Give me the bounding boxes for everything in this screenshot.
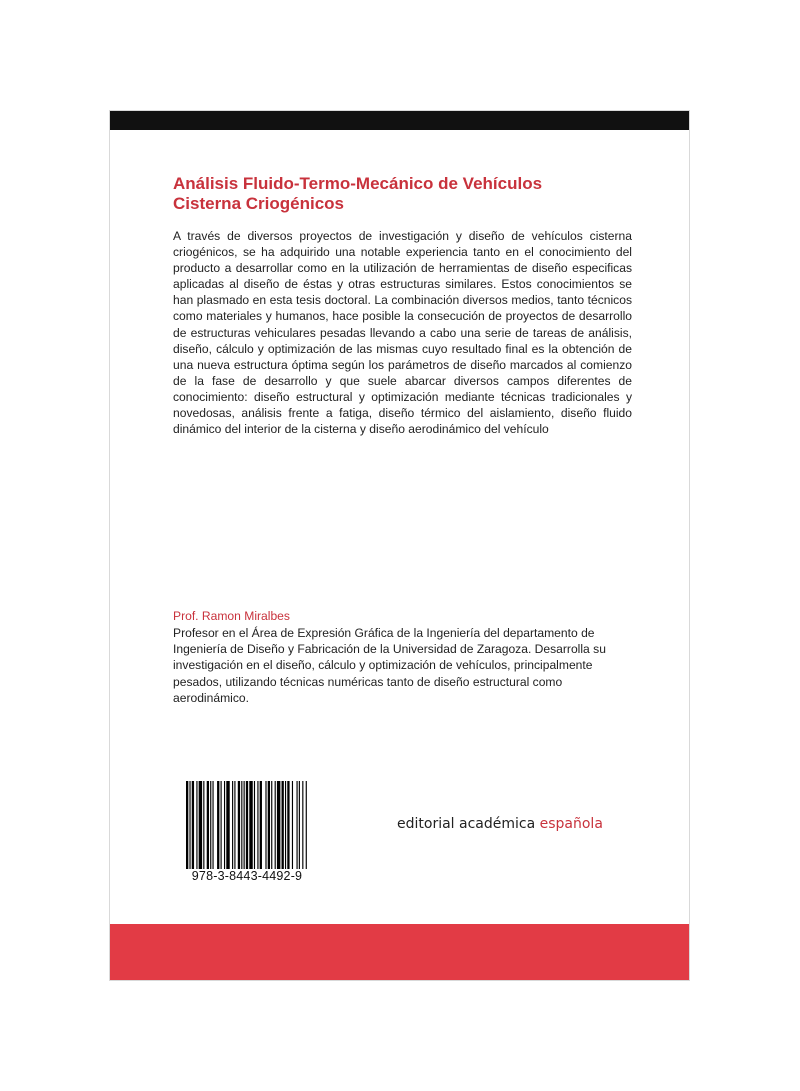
book-title-line-1: Análisis Fluido-Termo-Mecánico de Vehículos (173, 174, 543, 193)
barcode-icon (184, 781, 310, 869)
author-name: Prof. Ramon Miralbes (173, 609, 290, 623)
bottom-red-band (110, 924, 689, 981)
isbn-barcode (184, 781, 310, 884)
book-description: A través de diversos proyectos de investigación y diseño de vehículos cisterna criogénicos, se ha adquirido una notable experiencia tanto en el conocimiento del producto a desarrollar como en la utilización de herramientas de diseño especificas aplicadas al diseño de éstas y otras estructuras similares. Estos conocimientos se han plasmado en esta tesis doctoral. La combinación diversos medios, tanto técnicos como materiales y humanos, hace posible la consecución de proyectos de desarrollo de estructuras vehiculares pesadas llevando a cabo una serie de tareas de análisis, diseño, cálculo y optimización de las mismas cuyo resultado final es la obtención de una nueva estructura óptima según los parámetros de diseño marcados al comienzo de la fase de desarrollo y que suele abarcar diversos campos diferentes de conocimiento: diseño estructural y optimización mediante técnicas tradicionales y novedosas, análisis frente a fatiga, diseño térmico del aislamiento, diseño fluido dinámico del interior de la cisterna y diseño aerodinámico del vehículo (173, 229, 632, 437)
author-bio: Profesor en el Área de Expresión Gráfica de la Ingeniería del departamento de Ingeniería de Diseño y Fabricación de la Universidad de Zaragoza. Desarrolla su investigación en el diseño, cálculo y optimización de vehículos, principalmente pesados, utilizando técnicas numéricas tanto de diseño estructural como aerodinámico. (173, 626, 606, 705)
isbn-number: 978-3-8443-4492-9 (191, 869, 303, 883)
publisher-logo (397, 816, 603, 832)
book-title (173, 174, 653, 214)
publisher-name: editorial académica (397, 816, 540, 832)
publisher-name-accent: española (539, 816, 603, 832)
book-back-cover (109, 110, 690, 981)
book-title-line-2: Cisterna Criogénicos (173, 194, 344, 213)
top-black-band (110, 111, 689, 130)
